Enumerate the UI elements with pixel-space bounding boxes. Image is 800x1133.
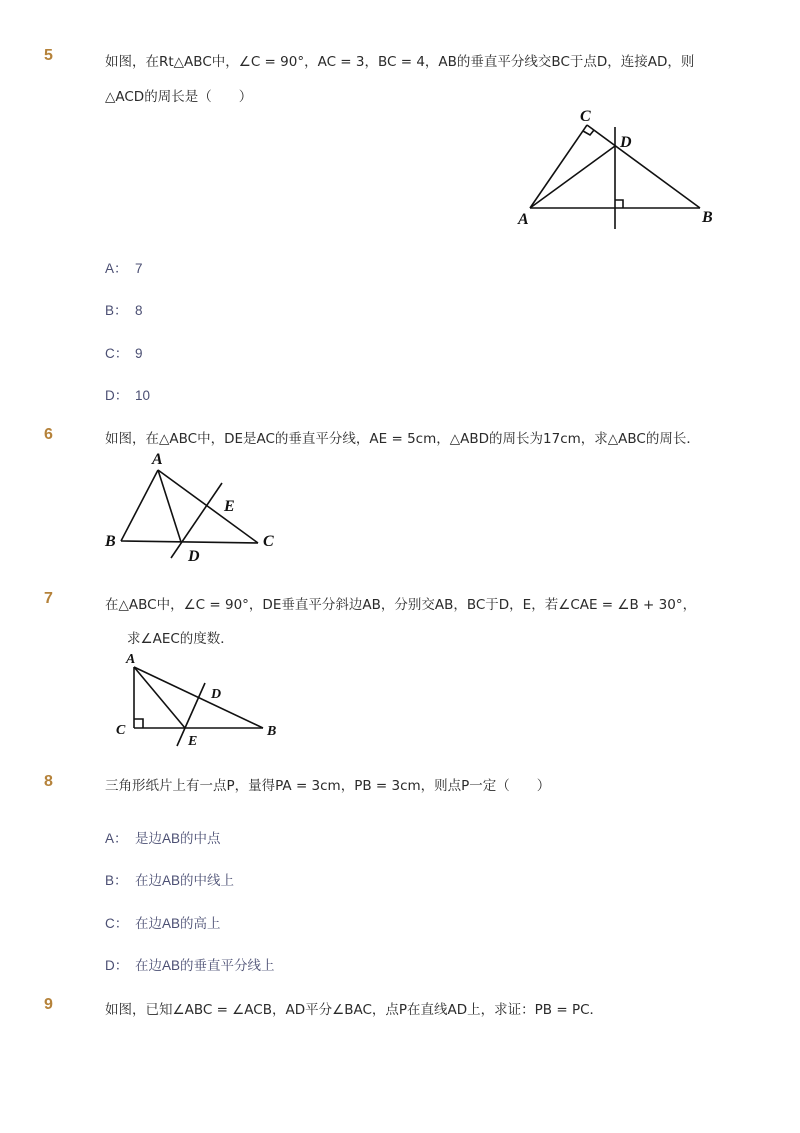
question-number: 6 — [44, 426, 53, 443]
figure-q7 — [110, 648, 285, 748]
right-angle-mark-c — [583, 130, 594, 135]
question-text: 求∠AEC的度数． — [127, 631, 234, 647]
segment-ad — [530, 146, 615, 208]
option-d[interactable]: D： 10 — [105, 388, 151, 403]
question-number: 7 — [44, 590, 53, 607]
question-text: 三角形纸片上有一点P，量得PA = 3cm，PB = 3cm，则点P一定（ ） — [105, 778, 551, 794]
segment-ac — [158, 470, 258, 543]
option-d[interactable]: D： 在边AB的垂直平分线上 — [105, 958, 275, 973]
option-a[interactable]: A： 是边AB的中点 — [105, 831, 221, 846]
label-b: B — [702, 209, 713, 226]
question-text: 如图，在△ABC中，DE是AC的垂直平分线，AE = 5cm，△ABD的周长为17cm，求△ABC的周长． — [105, 431, 700, 447]
label-a: A — [152, 451, 163, 468]
segment-ab — [121, 470, 158, 541]
label-c: C — [263, 533, 274, 550]
figure-q6 — [100, 448, 290, 566]
question-text: 在△ABC中，∠C = 90°，DE垂直平分斜边AB，分别交AB，BC于D，E，若∠CAE = ∠B + 30°， — [105, 597, 697, 613]
label-d: D — [211, 687, 222, 702]
label-d: D — [620, 134, 632, 151]
segment-bc — [121, 541, 258, 543]
option-c[interactable]: C： 在边AB的高上 — [105, 916, 221, 931]
label-e: E — [224, 498, 235, 515]
perpendicular-bisector — [171, 483, 222, 558]
label-b: B — [105, 533, 116, 550]
question-text: △ACD的周长是（ ） — [105, 89, 253, 105]
question-text: 如图，在Rt△ABC中，∠C = 90°，AC = 3，BC = 4，AB的垂直平分线交BC于点D，连接AD，则 — [105, 54, 695, 70]
label-c: C — [580, 108, 591, 125]
option-c[interactable]: C： 9 — [105, 346, 143, 361]
figure-q5 — [510, 105, 720, 230]
label-a: A — [126, 652, 136, 667]
segment-ac — [530, 125, 587, 208]
option-b[interactable]: B： 在边AB的中线上 — [105, 873, 235, 888]
segment-cb — [587, 125, 700, 208]
question-number: 5 — [44, 47, 53, 64]
question-number: 9 — [44, 996, 53, 1013]
option-a[interactable]: A： 7 — [105, 261, 143, 276]
label-e: E — [188, 734, 198, 749]
label-d: D — [188, 548, 200, 565]
right-angle-mark-c — [134, 719, 143, 728]
question-text: 如图，已知∠ABC = ∠ACB，AD平分∠BAC，点P在直线AD上，求证：PB = PC． — [105, 1002, 604, 1018]
label-b: B — [267, 724, 277, 739]
label-c: C — [116, 723, 126, 738]
segment-ad — [158, 470, 181, 542]
option-b[interactable]: B： 8 — [105, 303, 143, 318]
right-angle-mark-bisector — [615, 200, 623, 208]
label-a: A — [518, 211, 529, 228]
question-number: 8 — [44, 773, 53, 790]
